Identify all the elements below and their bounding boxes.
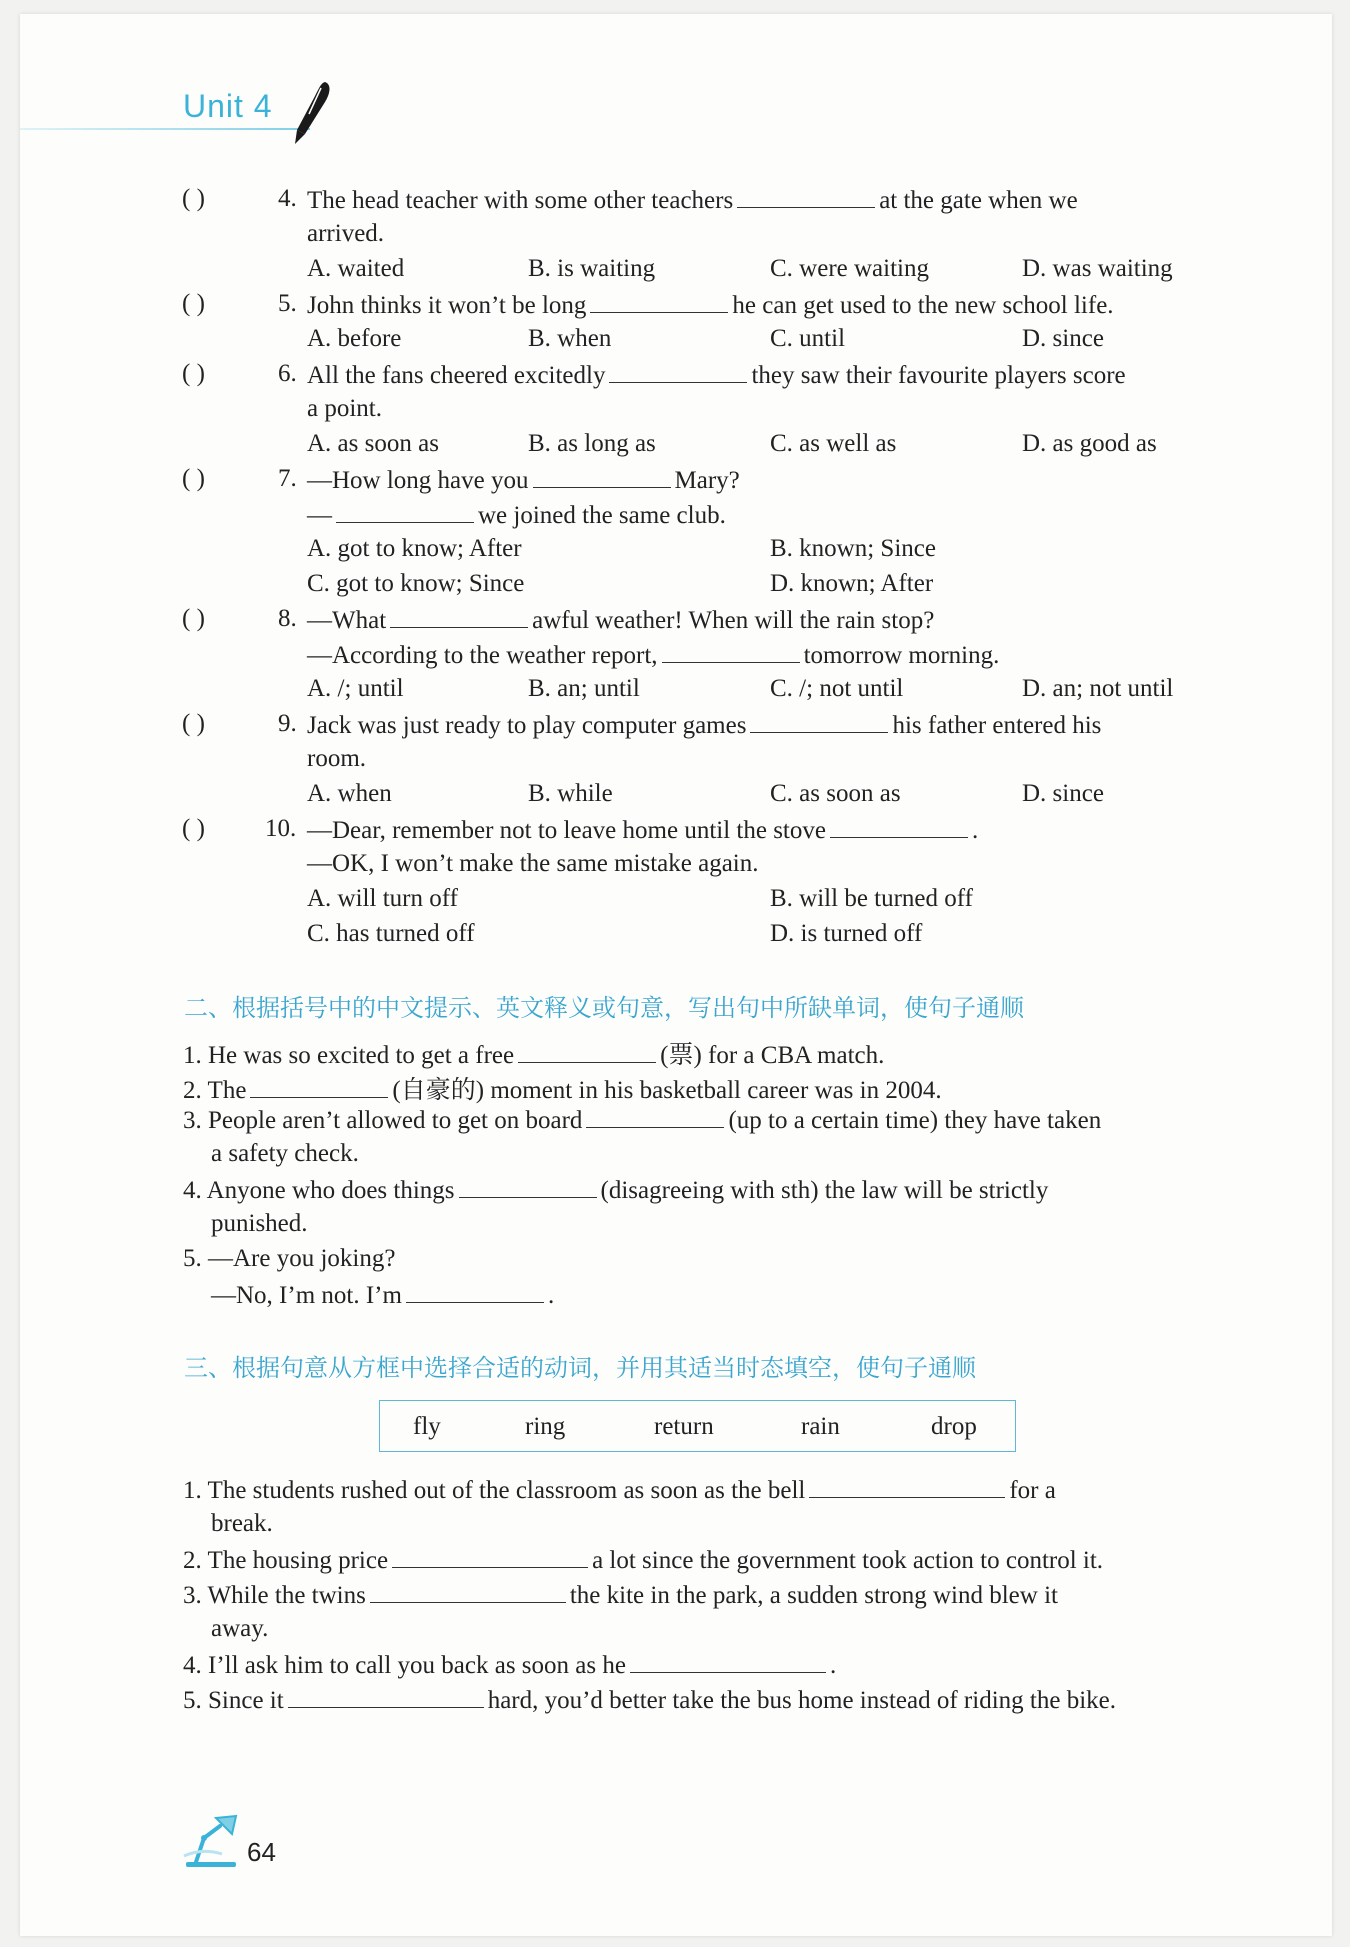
answer-paren[interactable]: ( ): [182, 360, 205, 387]
word-bank-item: return: [654, 1413, 714, 1440]
word-bank-item: drop: [931, 1413, 977, 1440]
answer-paren[interactable]: ( ): [182, 465, 205, 492]
unit-title: Unit 4: [183, 88, 273, 124]
answer-blank[interactable]: [336, 500, 474, 523]
question-text: room.: [307, 745, 367, 772]
fill-item: 3. People aren’t allowed to get on board (up to a certain time) they have taken: [183, 1107, 1102, 1134]
option-a: A. when: [307, 780, 392, 807]
word-bank-box: [379, 1400, 1016, 1452]
option-a: A. will turn off: [307, 885, 458, 912]
answer-paren[interactable]: ( ): [182, 290, 205, 317]
answer-blank[interactable]: [288, 1685, 484, 1708]
page-number: 64: [247, 1837, 276, 1867]
answer-paren[interactable]: ( ): [182, 815, 205, 842]
question-text: Jack was just ready to play computer games his father entered his: [307, 712, 1102, 739]
question-number: 6.: [278, 360, 297, 387]
option-a: A. as soon as: [307, 430, 439, 457]
answer-blank[interactable]: [459, 1175, 597, 1198]
option-d: D. since: [1022, 325, 1104, 352]
question-text: All the fans cheered excitedly they saw their favourite players score: [307, 362, 1126, 389]
question-text: John thinks it won’t be long he can get used to the new school life.: [307, 292, 1114, 319]
option-c: C. as soon as: [770, 780, 901, 807]
word-bank-item: rain: [801, 1413, 840, 1440]
answer-blank[interactable]: [809, 1475, 1005, 1498]
question-text: —According to the weather report, tomorrow morning.: [307, 642, 1000, 669]
question-text: arrived.: [307, 220, 385, 247]
answer-blank[interactable]: [737, 185, 875, 208]
answer-blank[interactable]: [609, 360, 747, 383]
option-b: B. as long as: [528, 430, 656, 457]
question-number: 7.: [278, 465, 297, 492]
question-text: —OK, I won’t make the same mistake again.: [307, 850, 759, 877]
option-b: B. will be turned off: [770, 885, 973, 912]
option-c: C. got to know; Since: [307, 570, 525, 597]
fill-item: 3. While the twins the kite in the park, a sudden strong wind blew it: [183, 1582, 1058, 1609]
option-c: C. /; not until: [770, 675, 904, 702]
option-c: C. as well as: [770, 430, 897, 457]
option-d: D. since: [1022, 780, 1104, 807]
option-a: A. /; until: [307, 675, 404, 702]
answer-blank[interactable]: [662, 640, 800, 663]
fountain-pen-icon: [285, 78, 335, 146]
option-b: B. while: [528, 780, 613, 807]
question-text: —How long have you Mary?: [307, 467, 740, 494]
fill-item: 5. —Are you joking?: [183, 1245, 396, 1272]
answer-paren[interactable]: ( ): [182, 710, 205, 737]
question-number: 5.: [278, 290, 297, 317]
answer-blank[interactable]: [392, 1545, 588, 1568]
option-d: D. known; After: [770, 570, 934, 597]
fill-item: 1. The students rushed out of the classroom as soon as the bell for a: [183, 1477, 1056, 1504]
fill-item: 2. The housing price a lot since the government took action to control it.: [183, 1547, 1104, 1574]
question-text: a point.: [307, 395, 382, 422]
answer-blank[interactable]: [518, 1040, 656, 1063]
option-a: A. waited: [307, 255, 405, 282]
option-c: C. until: [770, 325, 846, 352]
word-bank-item: fly: [413, 1413, 441, 1440]
answer-blank[interactable]: [406, 1280, 544, 1303]
option-b: B. when: [528, 325, 612, 352]
question-number: 10.: [265, 815, 297, 842]
header-rule: [20, 128, 310, 130]
answer-blank[interactable]: [250, 1075, 388, 1098]
answer-paren[interactable]: ( ): [182, 605, 205, 632]
option-b: B. is waiting: [528, 255, 656, 282]
option-c: C. has turned off: [307, 920, 475, 947]
fill-item: 2. The (自豪的) moment in his basketball career was in 2004.: [183, 1077, 942, 1104]
desk-lamp-icon: [182, 1812, 244, 1870]
section-2-title: 二、根据括号中的中文提示、英文释义或句意，写出句中所缺单词，使句子通顺: [184, 994, 1024, 1022]
word-bank-item: ring: [525, 1413, 566, 1440]
option-b: B. an; until: [528, 675, 640, 702]
fill-item: 4. Anyone who does things (disagreeing with sth) the law will be strictly: [183, 1177, 1049, 1204]
answer-blank[interactable]: [533, 465, 671, 488]
fill-item: 5. Since it hard, you’d better take the bus home instead of riding the bike.: [183, 1687, 1116, 1714]
question-number: 8.: [278, 605, 297, 632]
option-a: A. got to know; After: [307, 535, 522, 562]
question-number: 9.: [278, 710, 297, 737]
option-c: C. were waiting: [770, 255, 929, 282]
fill-item-cont: punished.: [211, 1210, 308, 1237]
answer-blank[interactable]: [586, 1105, 724, 1128]
fill-item-cont: away.: [211, 1615, 269, 1642]
answer-blank[interactable]: [390, 605, 528, 628]
question-text: —Dear, remember not to leave home until the stove .: [307, 817, 979, 844]
question-text: —What awful weather! When will the rain stop?: [307, 607, 935, 634]
answer-blank[interactable]: [630, 1650, 826, 1673]
option-d: D. an; not until: [1022, 675, 1174, 702]
answer-blank[interactable]: [370, 1580, 566, 1603]
fill-item: 1. He was so excited to get a free (票) for a CBA match.: [183, 1042, 885, 1069]
answer-blank[interactable]: [590, 290, 728, 313]
question-text: — we joined the same club.: [307, 502, 726, 529]
answer-paren[interactable]: ( ): [182, 185, 205, 212]
option-d: D. as good as: [1022, 430, 1157, 457]
fill-item: 4. I’ll ask him to call you back as soon as he .: [183, 1652, 837, 1679]
fill-item-cont: break.: [211, 1510, 273, 1537]
answer-blank[interactable]: [830, 815, 968, 838]
question-text: The head teacher with some other teachers at the gate when we: [307, 187, 1078, 214]
fill-item-cont: —No, I’m not. I’m .: [211, 1282, 555, 1309]
answer-blank[interactable]: [750, 710, 888, 733]
option-d: D. is turned off: [770, 920, 923, 947]
section-3-title: 三、根据句意从方框中选择合适的动词，并用其适当时态填空，使句子通顺: [184, 1354, 976, 1382]
fill-item-cont: a safety check.: [211, 1140, 359, 1167]
option-b: B. known; Since: [770, 535, 936, 562]
option-d: D. was waiting: [1022, 255, 1173, 282]
option-a: A. before: [307, 325, 402, 352]
question-number: 4.: [278, 185, 297, 212]
